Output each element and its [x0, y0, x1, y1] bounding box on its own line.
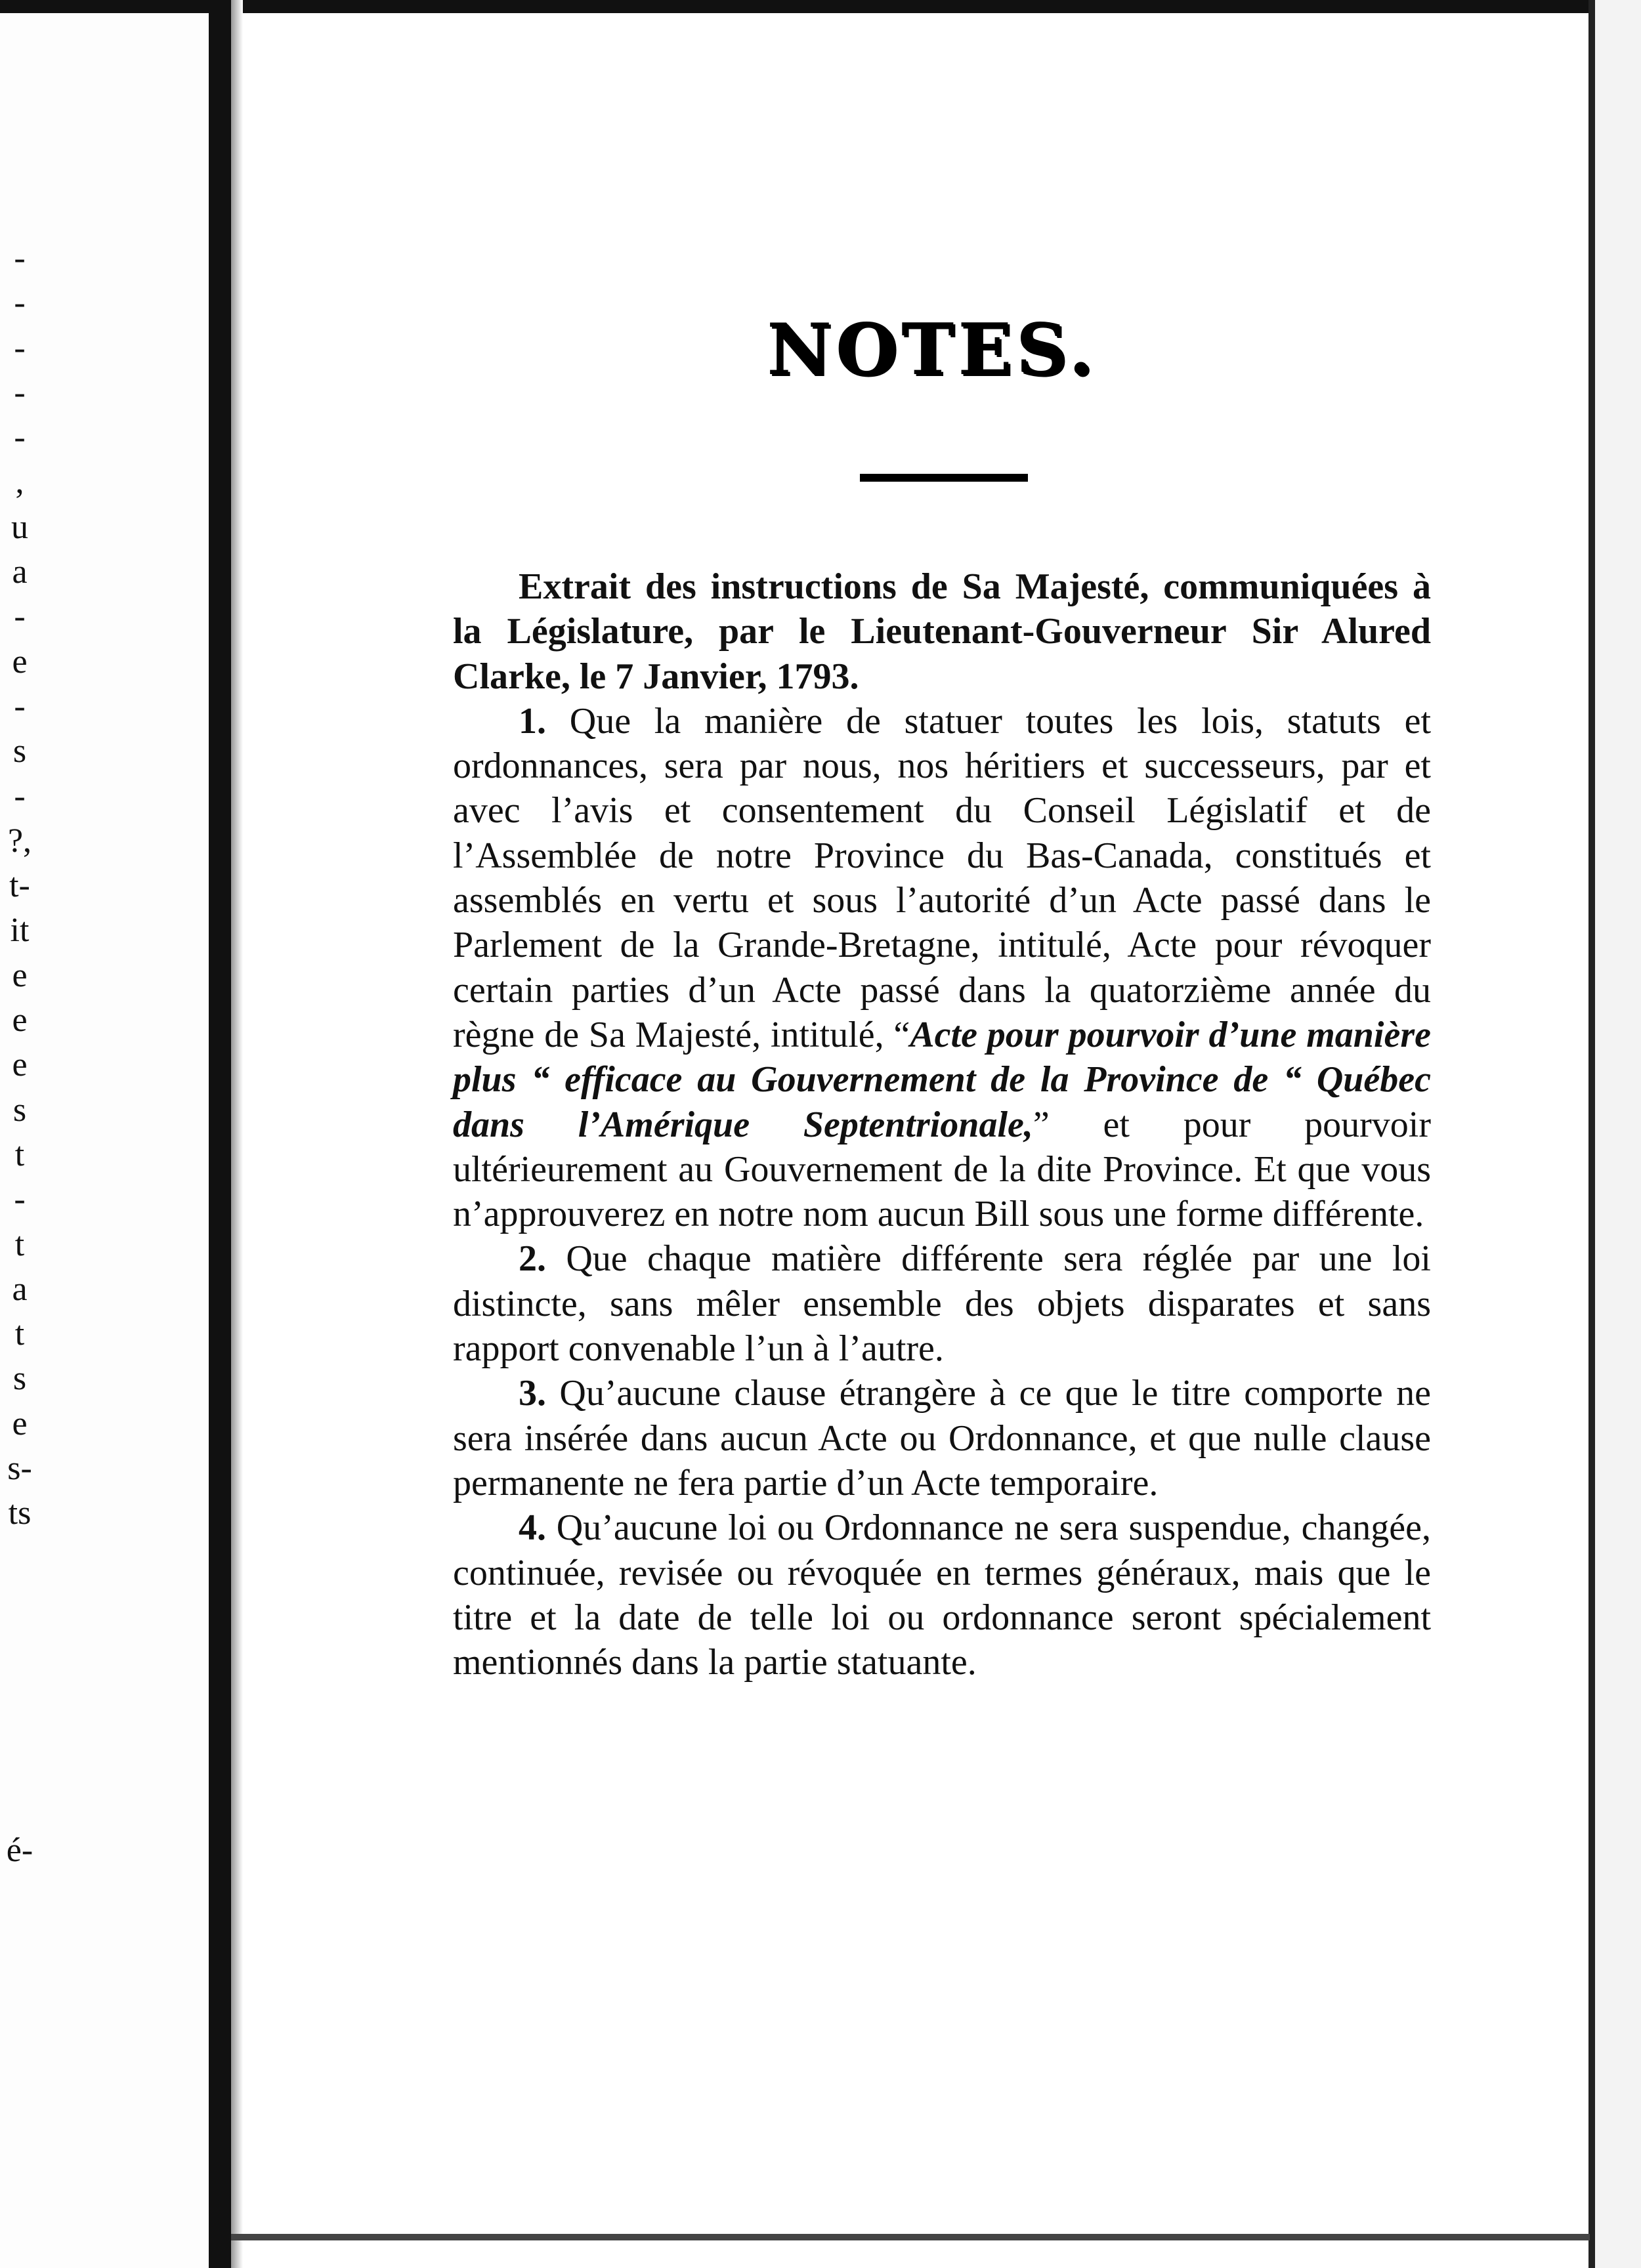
item-number: 2. — [519, 1238, 546, 1280]
item-text: Qu’aucune clause étrangère à ce que le titre comporte ne sera insérée dans aucun Acte ou Ordonnance, et que nulle clause permanente ne fera partie d’un Acte temporaire. — [453, 1373, 1432, 1503]
document-body — [453, 564, 1431, 1685]
item-italic-title: Acte pour pourvoir d’une manière plus “ efficace au Gouvernement de la Province de “ Québec dans l’Amérique Septentrionale, — [453, 1014, 1431, 1145]
page-gutter — [209, 0, 231, 2268]
page-title: NOTES. — [767, 308, 1098, 391]
left-fragment: - — [14, 373, 26, 411]
item-2 — [453, 1236, 1431, 1371]
left-fragment-bottom: é- — [6, 1832, 33, 1869]
left-fragment: e — [12, 956, 28, 994]
page-top-edge — [0, 0, 1641, 13]
left-fragment: e — [12, 1046, 28, 1084]
left-fragment: e — [12, 642, 28, 681]
gutter-shadow — [231, 0, 243, 2268]
left-fragment: - — [14, 284, 26, 322]
left-fragment: ts — [8, 1494, 32, 1532]
left-fragment: ?, — [7, 822, 32, 860]
left-fragment: s- — [7, 1450, 32, 1488]
left-fragment: e — [12, 1404, 28, 1442]
page-right-edge — [1588, 0, 1641, 2268]
left-fragment: e — [12, 1001, 28, 1040]
item-number: 3. — [519, 1373, 546, 1414]
left-fragment: a — [12, 553, 28, 591]
left-fragment: t — [14, 1225, 25, 1263]
left-fragment: - — [14, 777, 26, 815]
left-fragment: it — [10, 912, 30, 950]
item-text: Que la manière de statuer toutes les lois, statuts et ordonnances, sera par nous, nos héritiers et successeurs, par et avec l’avis et consentement du Conseil Législatif et de l’Assemblée de notre Province du Bas-Canada, constitués et assemblés en vertu et sous l’autorité d’un Acte passé dans le Parlement de la Grande-Bretagne, intitulé, Acte pour révoquer certain parties d’un Acte passé dans la quatorzième année du règne de Sa Majesté, intitulé, “ — [453, 700, 1431, 1055]
left-fragment: s — [12, 1091, 27, 1129]
left-fragment: - — [14, 598, 26, 636]
item-text: ” et pour pourvoir ultérieurement au Gouvernement de la dite Province. Et que vous n’approuverez en notre nom aucun Bill sous une forme différente. — [453, 1104, 1431, 1235]
left-fragment: - — [14, 240, 26, 277]
page-bottom-edge — [231, 2234, 1590, 2240]
left-fragment: a — [12, 1270, 28, 1308]
intro-paragraph: Extrait des instructions de Sa Majesté, communiquées à la Législature, par le Lieutenant-Gouverneur Sir Alured Clarke, le 7 Janvier, 1793. — [453, 566, 1431, 697]
item-number: 4. — [519, 1507, 546, 1549]
item-3 — [453, 1371, 1431, 1505]
left-page-fragments — [0, 236, 39, 1536]
item-number: 1. — [519, 700, 546, 742]
left-fragment: t- — [9, 867, 30, 905]
left-fragment: - — [14, 419, 26, 457]
left-fragment: - — [14, 1181, 26, 1219]
left-fragment: - — [14, 329, 26, 367]
item-text: Que chaque matière différente sera réglée par une loi distincte, sans mêler ensemble des objets disparates et sans rapport convenable l’un à l’autre. — [453, 1238, 1431, 1370]
left-fragment: , — [15, 463, 24, 501]
left-fragment: u — [11, 508, 28, 546]
item-1 — [453, 699, 1431, 1237]
title-rule — [860, 474, 1028, 482]
left-fragment: - — [14, 687, 26, 725]
left-fragment: s — [12, 1360, 27, 1398]
left-fragment: t — [14, 1135, 25, 1173]
left-fragment: s — [12, 732, 27, 770]
item-4 — [453, 1505, 1431, 1685]
left-fragment: t — [14, 1315, 25, 1353]
item-text: Qu’aucune loi ou Ordonnance ne sera suspendue, changée, continuée, revisée ou révoquée en termes généraux, mais que le titre et la date de telle loi ou ordonnance seront spécialement mentionnés dans la partie statuante. — [453, 1507, 1432, 1683]
